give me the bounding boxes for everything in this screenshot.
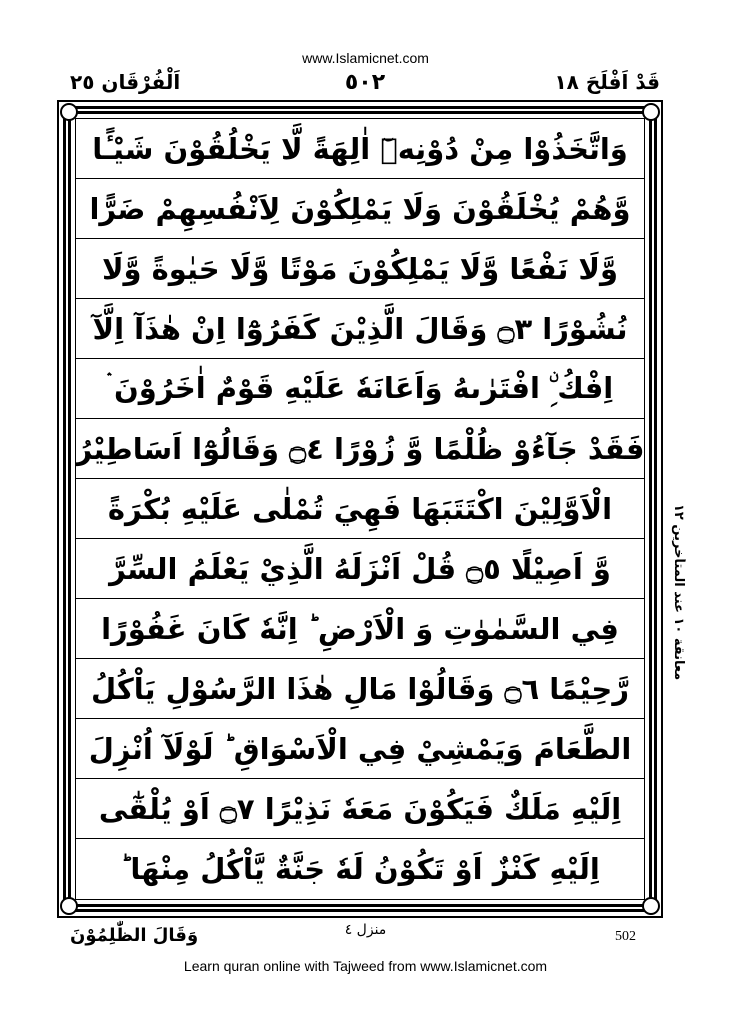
manzil-label: منزل ٤	[344, 922, 387, 938]
catchword: وَقَالَ الظّٰلِمُوْنَ	[70, 925, 199, 946]
juz-name: قَدْ اَفْلَحَ ١٨	[554, 70, 660, 94]
verse-line: الطَّعَامَ وَيَمْشِيْ فِي الْاَسْوَاقِ ؕ لَوْلَآ اُنْزِلَ	[76, 719, 644, 779]
page-header	[60, 70, 670, 102]
corner-ornament-icon	[642, 103, 660, 121]
arabic-page-number: ٥٠٢	[344, 70, 386, 95]
surah-name: اَلْفُرْقَان ٢٥	[70, 70, 181, 94]
verse-line: فَقَدْ جَآءُوْ ظُلْمًا وَّ زُوْرًا ۝٤ وَقَالُوْٓا اَسَاطِيْرُ	[76, 419, 644, 479]
verse-line: اِفْكُ ِۨ افْتَرٰىهُ وَاَعَانَهٗ عَلَيْهِ قَوْمٌ اٰخَرُوْنَ ۛ	[76, 359, 644, 419]
verse-line: وَّ اَصِيْلًا ۝٥ قُلْ اَنْزَلَهُ الَّذِيْ يَعْلَمُ السِّرَّ	[76, 539, 644, 599]
page-number: 502	[615, 929, 636, 944]
site-url[interactable]: www.Islamicnet.com	[302, 50, 429, 66]
margin-note: معانقة ١٠ عند المتأخرين ١٢	[671, 503, 686, 680]
verse-line: اِلَيْهِ مَلَكٌ فَيَكُوْنَ مَعَهٗ نَذِيْرًا ۝٧ اَوْ يُلْقٰٓى	[76, 779, 644, 839]
verse-line: رَّحِيْمًا ۝٦ وَقَالُوْا مَالِ هٰذَا الرَّسُوْلِ يَاْكُلُ	[76, 659, 644, 719]
verse-line: نُشُوْرًا ۝٣ وَقَالَ الَّذِيْنَ كَفَرُوْٓا اِنْ هٰذَآ اِلَّآ	[76, 299, 644, 359]
corner-ornament-icon	[60, 897, 78, 915]
verse-line: وَاتَّخَذُوْا مِنْ دُوْنِهٖٓ اٰلِهَةً لَّا يَخْلُقُوْنَ شَيْـًٔا	[76, 119, 644, 179]
verse-line: وَّلَا نَفْعًا وَّلَا يَمْلِكُوْنَ مَوْتًا وَّلَا حَيٰوةً وَّلَا	[76, 239, 644, 299]
verse-line: وَّهُمْ يُخْلَقُوْنَ وَلَا يَمْلِكُوْنَ لِاَنْفُسِهِمْ ضَرًّا	[76, 179, 644, 239]
verse-text-block	[76, 119, 644, 899]
verse-line: اِلَيْهِ كَنْزٌ اَوْ تَكُوْنُ لَهٗ جَنَّةٌ يَّاْكُلُ مِنْهَا ؕ	[120, 852, 600, 886]
corner-ornament-icon	[642, 897, 660, 915]
verse-line: فِي السَّمٰوٰتِ وَ الْاَرْضِ ؕ اِنَّهٗ كَانَ غَفُوْرًا	[76, 599, 644, 659]
footer-promo-text[interactable]: Learn quran online with Tajweed from www.Islamicnet.com	[183, 958, 548, 974]
verse-line: الْاَوَّلِيْنَ اكْتَتَبَهَا فَهِيَ تُمْلٰى عَلَيْهِ بُكْرَةً	[76, 479, 644, 539]
